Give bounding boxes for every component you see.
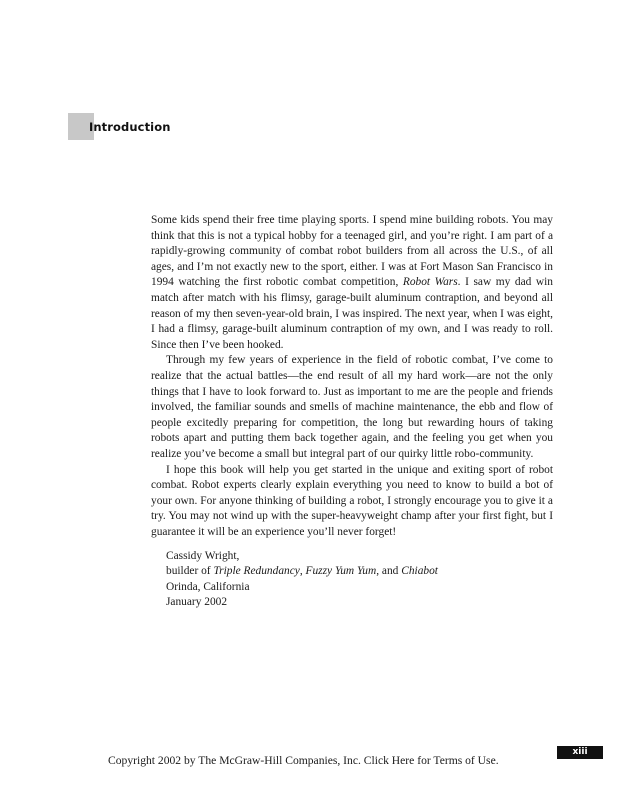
page-number: xiii xyxy=(557,746,603,759)
signature-block xyxy=(166,549,438,611)
robot-name: Fuzzy Yum Yum xyxy=(305,565,377,578)
robot-name: Triple Redundancy xyxy=(213,565,300,578)
robot-name: Chiabot xyxy=(401,565,438,578)
separator: , xyxy=(299,565,306,578)
author-name: Cassidy Wright, xyxy=(166,550,240,562)
signature-date: January 2002 xyxy=(166,596,228,609)
author-robots xyxy=(166,564,438,579)
builder-prefix: builder of xyxy=(166,565,214,578)
chapter-title: Introduction xyxy=(89,120,171,134)
paragraph-3: I hope this book will help you get started in the unique and exiting sport of robot combat. Robot experts clearly explain everything you need to know to build a bot of your own. For anyone thinking of building a robot, I strongly encourage you to give it a try. You may not wind up with the super-heavyweight champ after your first fight, but I guarantee it will be an experience you’ll never forget! xyxy=(151,463,553,538)
paragraph-1-text-a: Some kids spend their free time playing sports. I spend mine building robots. You may think that this is not a typical hobby for a teenaged girl, and you’re right. I am part of a rapidly-growing community of combat robot builders from all across the U.S., of all ages, and I’m not exactly new to the sport, either. I was at Fort Mason San Francisco in 1994 watching the first robotic combat competition, xyxy=(151,214,553,289)
paragraph-2: Through my few years of experience in the field of robotic combat, I’ve come to realize that the actual battles—the end result of all my hard work—are not the only things that I have to look forward to. Just as important to me are the people and friends involved, the familiar sounds and smells of machine maintenance, the ebb and flow of people excitedly preparing for competition, the long but rewarding hours of taking robots apart and putting them back together again, and the feeling you get when you realize you’ve become a small but integral part of our quirky little robo-community. xyxy=(151,354,553,460)
author-location: Orinda, California xyxy=(166,580,250,593)
paragraph-1 xyxy=(151,213,553,353)
paragraph-1-text-b: . I saw my dad win match after match with his flimsy, garage-built aluminum contraption, and beyond all reason of my then seven-year-old brain, I was inspired. The next year, when I was eight, I had a flimsy, garage-built aluminum contraption of my own, and I was ready to roll. Since then I’ve been hooked. xyxy=(151,276,553,351)
robot-wars-title: Robot Wars xyxy=(402,276,458,289)
separator: , and xyxy=(376,565,402,578)
introduction-body xyxy=(151,213,553,540)
copyright-notice[interactable]: Copyright 2002 by The McGraw-Hill Companies, Inc. Click Here for Terms of Use. xyxy=(108,754,499,767)
